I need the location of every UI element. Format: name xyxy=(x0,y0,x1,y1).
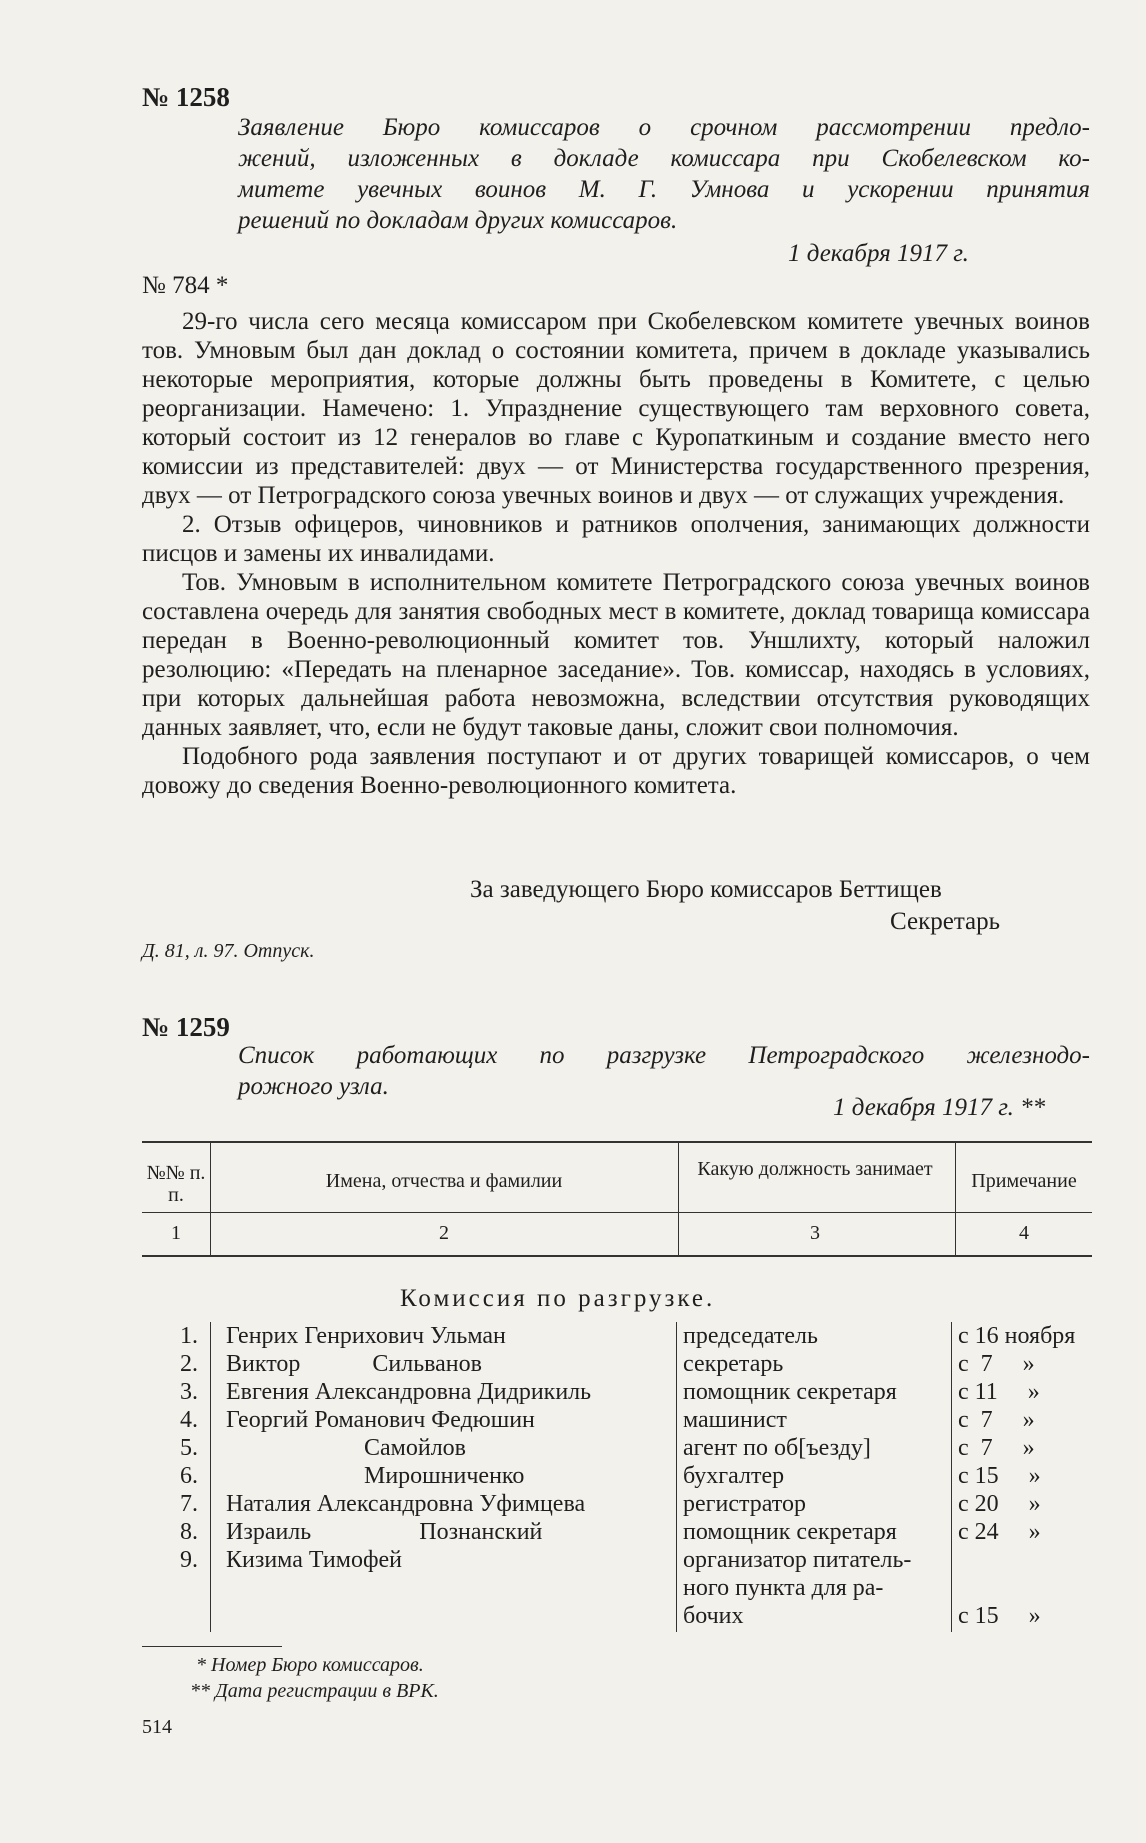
row-position: организатор питатель- xyxy=(683,1547,912,1573)
table-col-divider xyxy=(676,1322,677,1632)
row-position: бухгалтер xyxy=(683,1463,785,1489)
row-note: с 20 » xyxy=(958,1491,1041,1517)
row-number: 7. xyxy=(180,1491,198,1517)
doc-1258-title-line: решений по докладам других комиссаров. xyxy=(238,207,678,234)
col-number: 1 xyxy=(171,1222,181,1244)
row-note: с 16 ноября xyxy=(958,1323,1076,1349)
row-position: машинист xyxy=(683,1407,787,1433)
row-name: Наталия Александровна Уфимцева xyxy=(226,1491,586,1517)
row-position-continued: бочих xyxy=(683,1603,744,1629)
doc-1258-title xyxy=(238,112,1090,236)
row-name: Кизима Тимофей xyxy=(226,1547,402,1573)
row-name: Генрих Генрихович Ульман xyxy=(226,1323,506,1349)
footnote-rule xyxy=(142,1646,282,1647)
row-note: с 24 » xyxy=(958,1519,1041,1545)
table-col-divider xyxy=(951,1322,952,1632)
body-paragraph: 29-го числа сего месяца комиссаром при Скобелевском комитете увечных воинов тов. Умновым был дан доклад о состоянии комитета, причем в докладе указывались некоторые мероприятия, которые должны быть проведены в Комитете, с целью реорганизации. Намечено: 1. Упразднение существующего там верховного совета, который состоит из 12 генералов во главе с Куропаткиным и создание вместо него комиссии из представителей: двух — от Министерства государственного презрения, двух — от Петроградского союза увечных воинов и двух — от служащих учреждения. xyxy=(142,308,1090,509)
doc-1259-title-line: Список работающих по разгрузке Петроградского железнодо- xyxy=(238,1042,1090,1069)
table-col-divider xyxy=(955,1141,956,1255)
doc-1259-number: № 1259 xyxy=(142,1012,230,1042)
row-position: председатель xyxy=(683,1323,818,1349)
row-number: 1. xyxy=(180,1323,198,1349)
table-col-divider xyxy=(210,1141,211,1255)
row-note: с 11 » xyxy=(958,1379,1040,1405)
footnote: ** Дата регистрации в ВРК. xyxy=(190,1680,439,1702)
doc-1258-date: 1 декабря 1917 г. xyxy=(788,240,969,267)
row-number: 6. xyxy=(180,1463,198,1489)
table-colnum-rule xyxy=(142,1255,1092,1257)
body-paragraph: Подобного рода заявления поступают и от других товарищей комиссаров, о чем довожу до сведения Военно-революционного комитета. xyxy=(142,743,1090,799)
row-position: секретарь xyxy=(683,1351,784,1377)
table-section-title: Комиссия по разгрузке. xyxy=(400,1285,716,1312)
row-note: с 15 » xyxy=(958,1463,1041,1489)
doc-1258-source: Д. 81, л. 97. Отпуск. xyxy=(142,940,315,962)
doc-1259-title-line: рожного узла. xyxy=(238,1073,389,1100)
doc-1258-ref: № 784 * xyxy=(142,272,229,299)
row-position-continued: ного пункта для ра- xyxy=(683,1575,884,1601)
row-name: Израиль Познанский xyxy=(226,1519,543,1545)
col-number: 4 xyxy=(1019,1222,1029,1244)
row-position: агент по об[ъезду] xyxy=(683,1435,871,1461)
row-name: Самойлов xyxy=(226,1435,466,1461)
header-name: Имена, отчества и фамилии xyxy=(325,1170,563,1192)
row-name: Виктор Сильванов xyxy=(226,1351,482,1377)
header-note: Примечание xyxy=(971,1170,1077,1192)
row-position: помощник секретаря xyxy=(683,1379,897,1405)
row-note: с 7 » xyxy=(958,1351,1035,1377)
row-position: регистратор xyxy=(683,1491,806,1517)
col-number: 2 xyxy=(439,1222,449,1244)
doc-1259-title xyxy=(238,1040,1090,1102)
table-top-rule xyxy=(142,1141,1092,1143)
doc-1258-number: № 1258 xyxy=(142,82,230,112)
row-number: 3. xyxy=(180,1379,198,1405)
table-col-divider xyxy=(678,1141,679,1255)
row-note: с 7 » xyxy=(958,1407,1035,1433)
page-number: 514 xyxy=(142,1716,172,1738)
doc-1258-title-line: митете увечных воинов М. Г. Умнова и ускорении принятия xyxy=(238,176,1090,203)
doc-1258-title-line: Заявление Бюро комиссаров о срочном рассмотрении предло- xyxy=(238,114,1090,141)
col-number: 3 xyxy=(810,1222,820,1244)
body-paragraph: 2. Отзыв офицеров, чиновников и ратников ополчения, занимающих должности писцов и замены их инвалидами. xyxy=(142,511,1090,567)
row-name: Мирошниченко xyxy=(226,1463,525,1489)
doc-1258-body xyxy=(142,307,1090,800)
row-note: с 7 » xyxy=(958,1435,1035,1461)
header-position: Какую должность занимает xyxy=(697,1158,933,1180)
doc-1258-title-line: жений, изложенных в докладе комиссара при Скобелевском ко- xyxy=(238,145,1090,172)
doc-1259-date: 1 декабря 1917 г. ** xyxy=(833,1094,1046,1121)
row-number: 9. xyxy=(180,1547,198,1573)
table-header-rule xyxy=(142,1212,1092,1213)
secretary-label: Секретарь xyxy=(890,908,1001,935)
row-number: 4. xyxy=(180,1407,198,1433)
row-number: 8. xyxy=(180,1519,198,1545)
table-col-divider xyxy=(210,1322,211,1632)
row-number: 2. xyxy=(180,1351,198,1377)
row-position: помощник секретаря xyxy=(683,1519,897,1545)
row-number: 5. xyxy=(180,1435,198,1461)
body-paragraph: Тов. Умновым в исполнительном комитете Петроградского союза увечных воинов составлена очередь для занятия свободных мест в комитете, доклад товарища комиссара передан в Военно-революционный комитет тов. Уншлихту, который наложил резолюцию: «Передать на пленарное заседание». Тов. комиссар, находясь в условиях, при которых дальнейшая работа невозможна, вследствии отсутствия руководящих данных заявляет, что, если не будут таковые даны, сложит свои полномочия. xyxy=(142,569,1090,741)
row-name: Евгения Александровна Дидрикиль xyxy=(226,1379,592,1405)
header-num: №№ п. п. xyxy=(146,1162,206,1206)
signature: За заведующего Бюро комиссаров Беттищев xyxy=(470,876,942,903)
footnote: * Номер Бюро комиссаров. xyxy=(196,1654,424,1676)
row-note: с 15 » xyxy=(958,1603,1041,1629)
row-name: Георгий Романович Федюшин xyxy=(226,1407,535,1433)
